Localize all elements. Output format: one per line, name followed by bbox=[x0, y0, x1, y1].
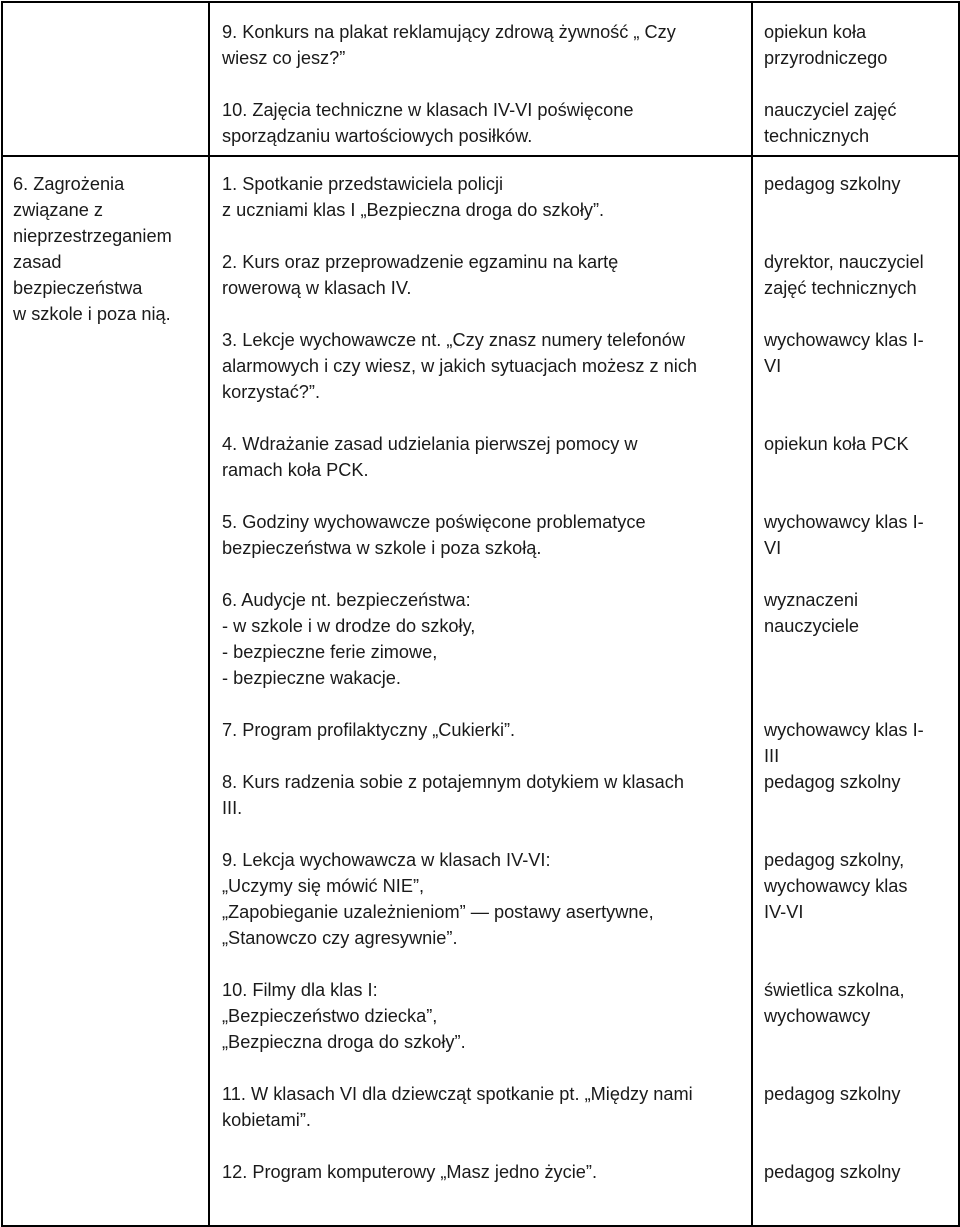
responsible-item: pedagog szkolny bbox=[764, 174, 901, 194]
topic-line: w szkole i poza nią. bbox=[13, 304, 171, 324]
activity-item: 6. Audycje nt. bezpieczeństwa: - w szkole i w drodze do szkoły, - bezpieczne ferie zimowe, - bezpieczne wakacje. bbox=[222, 590, 476, 688]
activity-item: 9. Konkurs na plakat reklamujący zdrową żywność „ Czy wiesz co jesz?” bbox=[222, 22, 676, 68]
responsible-cell bbox=[752, 2, 959, 156]
activity-item: 5. Godziny wychowawcze poświęcone problematyce bezpieczeństwa w szkole i poza szkołą. bbox=[222, 512, 646, 558]
responsible-item: wychowawcy klas I- VI bbox=[764, 330, 924, 376]
activity-item: 7. Program profilaktyczny „Cukierki”. bbox=[222, 720, 516, 740]
activity-item: 9. Lekcja wychowawcza w klasach IV-VI: „Uczymy się mówić NIE”, „Zapobieganie uzależnieniom” — postawy asertywne, „Stanowczo czy agresywnie”. bbox=[222, 850, 654, 948]
topic-cell bbox=[2, 156, 209, 1226]
activities-cell bbox=[209, 2, 752, 156]
responsible-item: wychowawcy klas I- VI bbox=[764, 512, 924, 558]
plan-table bbox=[1, 1, 960, 1227]
activity-item: 10. Zajęcia techniczne w klasach IV-VI poświęcone sporządzaniu wartościowych posiłków. bbox=[222, 100, 634, 146]
activity-item: 1. Spotkanie przedstawiciela policji z uczniami klas I „Bezpieczna droga do szkoły”. bbox=[222, 174, 605, 220]
topic-line: zasad bbox=[13, 252, 62, 272]
activity-item: 4. Wdrażanie zasad udzielania pierwszej pomocy w ramach koła PCK. bbox=[222, 434, 638, 480]
topic-line: 6. Zagrożenia bbox=[13, 174, 125, 194]
topic-cell-empty bbox=[2, 2, 209, 156]
responsible-item: wychowawcy klas I- III pedagog szkolny bbox=[764, 720, 924, 792]
responsible-item: wyznaczeni nauczyciele bbox=[764, 590, 860, 636]
activity-item: 3. Lekcje wychowawcze nt. „Czy znasz numery telefonów alarmowych i czy wiesz, w jakich sytuacjach możesz z nich korzystać?”. bbox=[222, 330, 698, 402]
responsible-item: pedagog szkolny bbox=[764, 1162, 901, 1182]
responsible-item: opiekun koła PCK bbox=[764, 434, 909, 454]
responsible-item: pedagog szkolny bbox=[764, 1084, 901, 1104]
responsible-item: pedagog szkolny, wychowawcy klas IV-VI bbox=[764, 850, 908, 922]
activity-item: 11. W klasach VI dla dziewcząt spotkanie pt. „Między nami kobietami”. bbox=[222, 1084, 693, 1130]
topic-line: nieprzestrzeganiem bbox=[13, 226, 172, 246]
activity-item: 2. Kurs oraz przeprowadzenie egzaminu na kartę rowerową w klasach IV. bbox=[222, 252, 619, 298]
activity-item: 10. Filmy dla klas I: „Bezpieczeństwo dziecka”, „Bezpieczna droga do szkoły”. bbox=[222, 980, 466, 1052]
table-row bbox=[2, 156, 959, 1226]
responsible-item: nauczyciel zajęć technicznych bbox=[764, 100, 897, 146]
responsible-item: świetlica szkolna, wychowawcy bbox=[764, 980, 905, 1026]
responsible-cell bbox=[752, 156, 959, 1226]
responsible-item: dyrektor, nauczyciel zajęć technicznych bbox=[764, 252, 924, 298]
activity-item: 12. Program komputerowy „Masz jedno życie”. bbox=[222, 1162, 598, 1182]
table-row bbox=[2, 2, 959, 156]
responsible-item: opiekun koła przyrodniczego bbox=[764, 22, 888, 68]
topic-line: związane z bbox=[13, 200, 103, 220]
topic-line: bezpieczeństwa bbox=[13, 278, 143, 298]
activity-item: 8. Kurs radzenia sobie z potajemnym dotykiem w klasach III. bbox=[222, 772, 684, 818]
activities-cell bbox=[209, 156, 752, 1226]
